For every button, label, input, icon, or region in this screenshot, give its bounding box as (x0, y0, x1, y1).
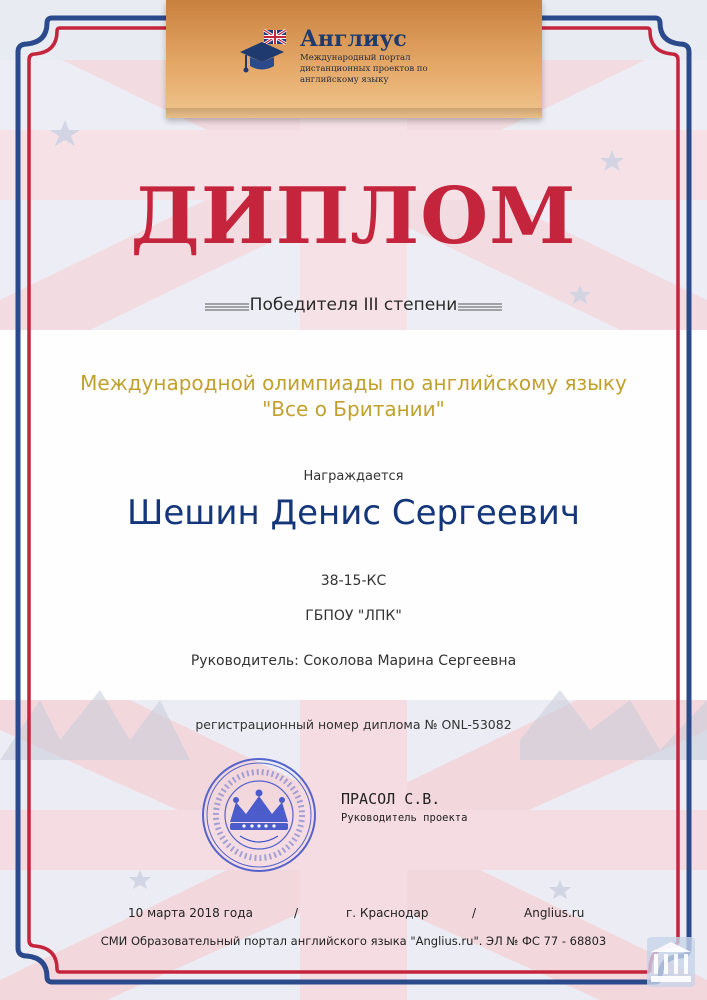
diploma-title: ДИПЛОМ (130, 171, 577, 262)
signatory-name: ПРАСОЛ С.В. (341, 790, 441, 808)
media-registration: СМИ Образовательный портал английского языка "Anglius.ru". ЭЛ № ФС 77 - 68803 (100, 934, 607, 948)
footer-separator: / (472, 906, 477, 920)
graduation-cap-icon (238, 28, 288, 78)
olympiad-name: Международной олимпиады по английскому языку "Все о Британии" (80, 371, 627, 421)
decorative-lines-right (458, 302, 502, 312)
site-link[interactable]: Anglius.ru (524, 906, 585, 920)
student-group: 38-15-КС (320, 573, 387, 589)
footer-separator: / (294, 906, 299, 920)
brand-tagline: Международный портал дистанционных проектов по английскому языку (300, 53, 428, 85)
awarded-label: Награждается (303, 469, 404, 484)
issue-city: г. Краснодар (346, 906, 429, 920)
supervisor-line: Руководитель: Соколова Марина Сергеевна (190, 653, 517, 669)
issue-date: 10 марта 2018 года (128, 906, 253, 920)
institution-name: ГБПОУ "ЛПК" (305, 608, 402, 624)
registration-number: регистрационный номер диплома № ONL-53082 (195, 717, 512, 732)
degree-text: Победителя III степени (249, 295, 458, 315)
brand-name: Англиус (300, 26, 407, 52)
degree-row (205, 294, 502, 320)
stamp-crown-icon (200, 756, 318, 874)
recipient-name: Шешин Денис Сергеевич (127, 493, 580, 533)
header-banner-shadow (166, 108, 542, 120)
uk-flag-icon (264, 30, 286, 44)
lpk-logo-icon (646, 936, 696, 988)
signatory-role: Руководитель проекта (341, 812, 468, 824)
